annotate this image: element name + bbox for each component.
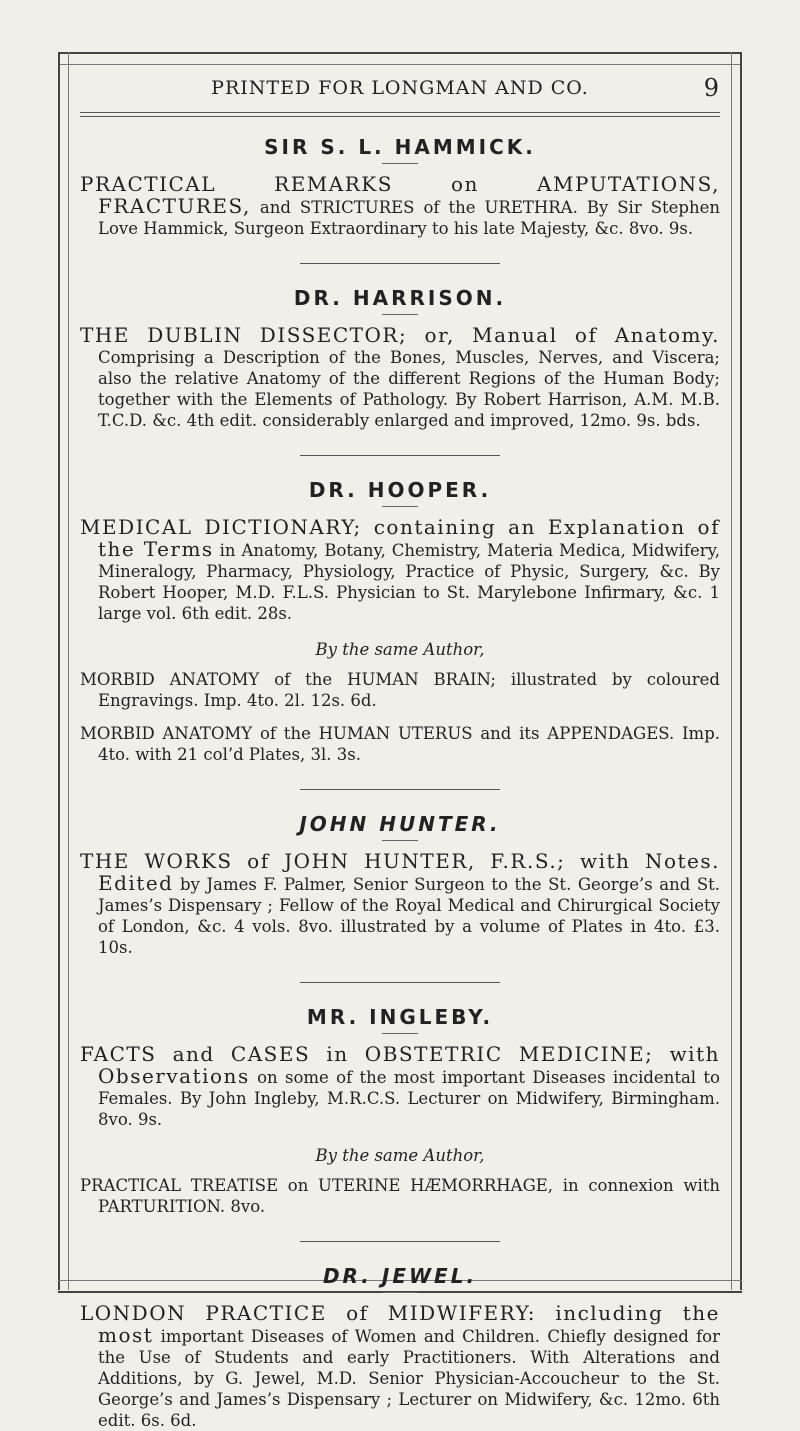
book-entry	[80, 851, 720, 958]
page-content	[80, 70, 720, 1431]
book-entry	[80, 325, 720, 431]
author-heading: MR. INGLEBY.	[306, 1005, 494, 1029]
section-divider	[300, 789, 500, 790]
book-entry: PRACTICAL TREATISE on UTERINE HÆMORRHAGE, in connexion with PARTURITION. 8vo.	[80, 1176, 720, 1216]
section-divider	[300, 1241, 500, 1242]
author-heading: DR. JEWEL.	[322, 1264, 478, 1288]
book-title: FACTS and CASES in OBSTETRIC MEDICINE; with Observations	[80, 1042, 720, 1088]
book-title: THE WORKS of JOHN HUNTER, F.R.S.; with Notes. Edited	[80, 849, 720, 895]
book-description: by James F. Palmer, Senior Surgeon to the St. George’s and St. James’s Dispensary ; Fellow of the Royal Medical and Chirurgical Society of London, &c. 4 vols. 8vo. illustrated by a volume of Plates in 4to. £3. 10s.	[98, 875, 720, 957]
author-heading: DR. HOOPER.	[308, 478, 492, 502]
book-description: in Anatomy, Botany, Chemistry, Materia Medica, Midwifery, Mineralogy, Pharmacy, Physiology, Practice of Physic, Surgery, &c. By Robert Hooper, M.D. F.L.S. Physician to St. Marylebone Infirmary, &c. 1 large vol. 6th edit. 28s.	[98, 541, 721, 623]
section-hooper	[80, 478, 720, 765]
ornament-rule	[382, 1033, 418, 1034]
header-rule	[80, 112, 720, 117]
section-divider	[300, 455, 500, 456]
author-heading: SIR S. L. HAMMICK.	[264, 135, 536, 159]
section-divider	[300, 982, 500, 983]
section-ingleby	[80, 1005, 720, 1217]
book-entry	[80, 174, 720, 239]
book-title: MEDICAL DICTIONARY; containing an Explanation of the Terms	[80, 515, 720, 561]
section-jewel	[80, 1264, 720, 1431]
author-heading: JOHN HUNTER.	[299, 812, 501, 836]
book-title: LONDON PRACTICE of MIDWIFERY: including the most	[80, 1301, 720, 1347]
section-harrison	[80, 286, 720, 431]
author-heading: DR. HARRISON.	[293, 286, 507, 310]
book-entry	[80, 1303, 720, 1431]
book-entry	[80, 517, 720, 624]
book-title: PRACTICAL REMARKS on AMPUTATIONS, FRACTURES,	[80, 172, 720, 218]
page-number: 9	[703, 74, 720, 102]
page-border-right	[731, 52, 742, 1290]
ornament-rule	[382, 1292, 418, 1293]
page-border-top	[58, 52, 742, 65]
byline: By the same Author,	[315, 1146, 485, 1165]
book-description: on some of the most important Diseases incidental to Females. By John Ingleby, M.R.C.S. Lecturer on Midwifery, Birmingham. 8vo. 9s.	[98, 1068, 720, 1129]
section-hunter	[80, 812, 720, 958]
book-description: Comprising a Description of the Bones, Muscles, Nerves, and Viscera; also the relative Anatomy of the different Regions of the Human Body; together with the Elements of Pathology. By Robert Harrison, A.M. M.B. T.C.D. &c. 4th edit. considerably enlarged and improved, 12mo. 9s. bds.	[98, 348, 720, 430]
byline: By the same Author,	[315, 640, 485, 659]
running-head	[80, 70, 720, 106]
ornament-rule	[382, 840, 418, 841]
book-entry	[80, 1044, 720, 1130]
page-border-left	[58, 52, 69, 1290]
book-entry: MORBID ANATOMY of the HUMAN UTERUS and its APPENDAGES. Imp. 4to. with 21 col’d Plates, 3l. 3s.	[80, 724, 720, 764]
book-description: and STRICTURES of the URETHRA. By Sir Stephen Love Hammick, Surgeon Extraordinary to his late Majesty, &c. 8vo. 9s.	[98, 198, 720, 238]
running-title: PRINTED FOR LONGMAN AND CO.	[211, 77, 589, 99]
book-title: THE DUBLIN DISSECTOR; or, Manual of Anatomy.	[80, 323, 720, 347]
ornament-rule	[382, 163, 418, 164]
section-divider	[300, 263, 500, 264]
book-description: important Diseases of Women and Children. Chiefly designed for the Use of Students and early Practitioners. With Alterations and Additions, by G. Jewel, M.D. Senior Physician-Accoucheur to the St. George’s and James’s Dispensary ; Lecturer on Midwifery, &c. 12mo. 6th edit. 6s. 6d.	[98, 1327, 721, 1430]
section-hammick	[80, 135, 720, 239]
ornament-rule	[382, 314, 418, 315]
ornament-rule	[382, 506, 418, 507]
book-entry: MORBID ANATOMY of the HUMAN BRAIN; illustrated by coloured Engravings. Imp. 4to. 2l. 12s. 6d.	[80, 670, 720, 710]
